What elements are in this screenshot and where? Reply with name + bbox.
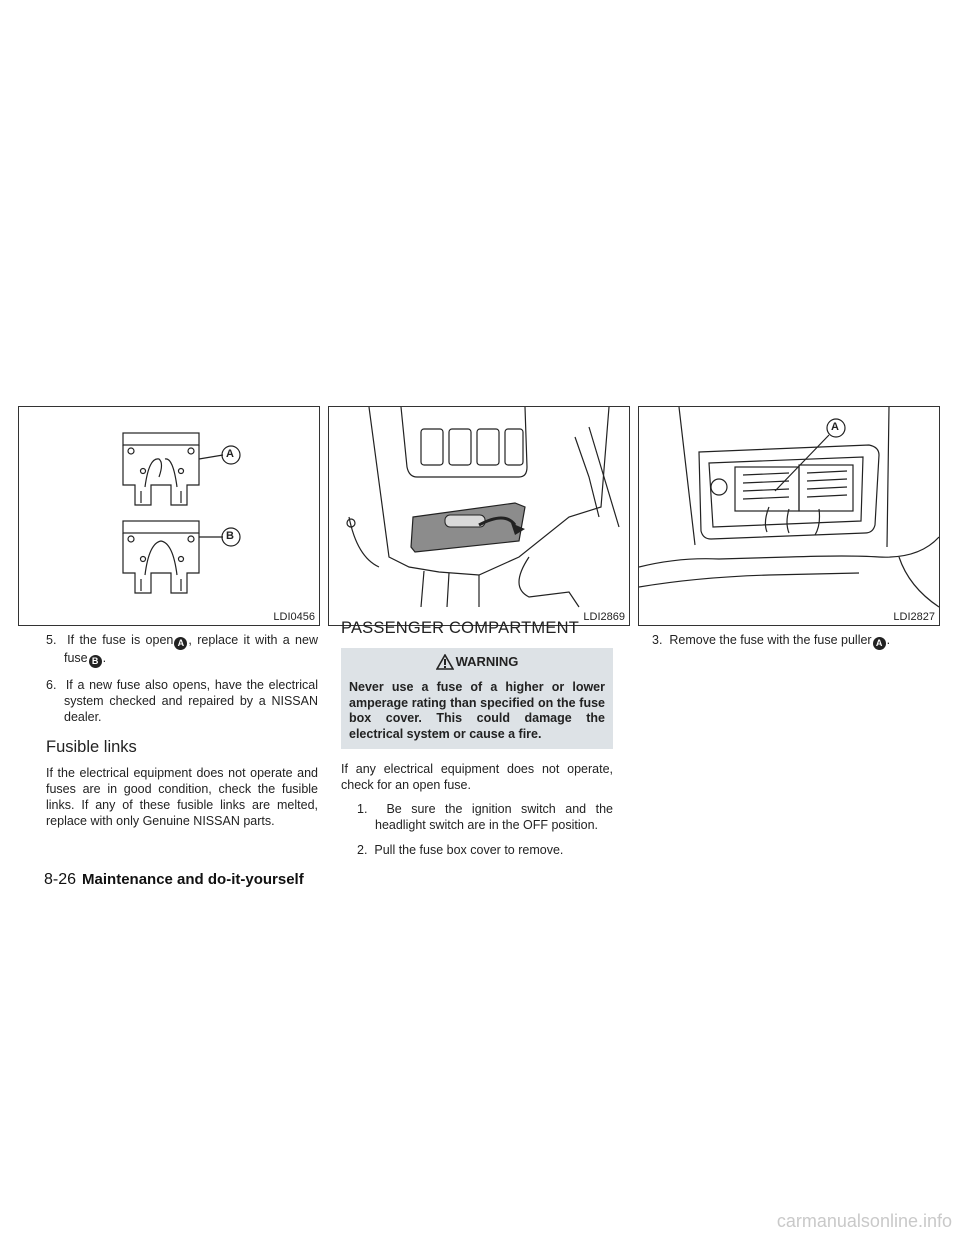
section-heading: PASSENGER COMPARTMENT bbox=[341, 619, 579, 637]
cover-illustration bbox=[329, 407, 629, 625]
paragraph: If any electrical equipment does not operate, check for an open fuse. bbox=[341, 762, 613, 792]
figure-fuse-box-cover bbox=[328, 406, 630, 626]
marker-b-icon: B bbox=[89, 655, 102, 668]
step-number: 2. bbox=[357, 843, 368, 857]
step-5 bbox=[46, 632, 318, 668]
step-text: Pull the fuse box cover to remove. bbox=[374, 843, 564, 857]
step-punct: . bbox=[102, 651, 107, 665]
step-punct: . bbox=[886, 633, 891, 647]
callout-a: A bbox=[831, 421, 839, 433]
figure-code: LDI0456 bbox=[273, 611, 315, 623]
warning-text: Never use a fuse of a higher or lower amperage rating than specified on the fuse box cover. This could damage the electrical system or cause a fire. bbox=[349, 680, 605, 741]
marker-a-icon: A bbox=[873, 637, 886, 650]
fuse-panel-illustration bbox=[639, 407, 939, 625]
step-number: 5. bbox=[46, 633, 57, 647]
paragraph: If the electrical equipment does not operate and fuses are in good condition, check the fusible links. If any of these fusible links are melted, replace with only Genuine NISSAN parts. bbox=[46, 766, 318, 828]
warning-icon bbox=[436, 654, 454, 670]
warning-title-text: WARNING bbox=[455, 654, 519, 669]
marker-a-icon: A bbox=[174, 637, 187, 650]
step-text: Remove the fuse with the fuse puller bbox=[669, 633, 872, 647]
figure-code: LDI2869 bbox=[583, 611, 625, 623]
left-column bbox=[46, 632, 318, 837]
step-number: 6. bbox=[46, 678, 57, 692]
step-text: If the fuse is open bbox=[67, 633, 174, 647]
warning-box bbox=[341, 648, 613, 749]
step-text: If a new fuse also opens, have the electrical system checked and repaired by a NISSAN dealer. bbox=[64, 678, 318, 724]
figure-fuses bbox=[18, 406, 320, 626]
step-1 bbox=[341, 801, 613, 833]
step-6 bbox=[46, 677, 318, 725]
section-heading: Fusible links bbox=[46, 738, 137, 756]
step-number: 1. bbox=[357, 802, 368, 816]
step-3 bbox=[652, 632, 924, 650]
page-number: 8-26 bbox=[44, 871, 77, 888]
figure-code: LDI2827 bbox=[893, 611, 935, 623]
figure-fuse-puller bbox=[638, 406, 940, 626]
warning-title bbox=[349, 654, 605, 670]
step-text: Be sure the ignition switch and the headlight switch are in the OFF position. bbox=[375, 802, 613, 832]
callout-b: B bbox=[226, 530, 234, 542]
fuse-illustration bbox=[19, 407, 319, 625]
page-footer bbox=[44, 871, 304, 889]
step-2 bbox=[341, 842, 613, 858]
section-title: Maintenance and do-it-yourself bbox=[82, 871, 304, 888]
watermark: carmanualsonline.info bbox=[776, 1211, 952, 1231]
step-text: , replace it with a new fuse bbox=[64, 633, 318, 665]
right-column bbox=[652, 632, 924, 659]
step-number: 3. bbox=[652, 633, 663, 647]
middle-column bbox=[341, 620, 613, 867]
callout-a: A bbox=[226, 448, 234, 460]
